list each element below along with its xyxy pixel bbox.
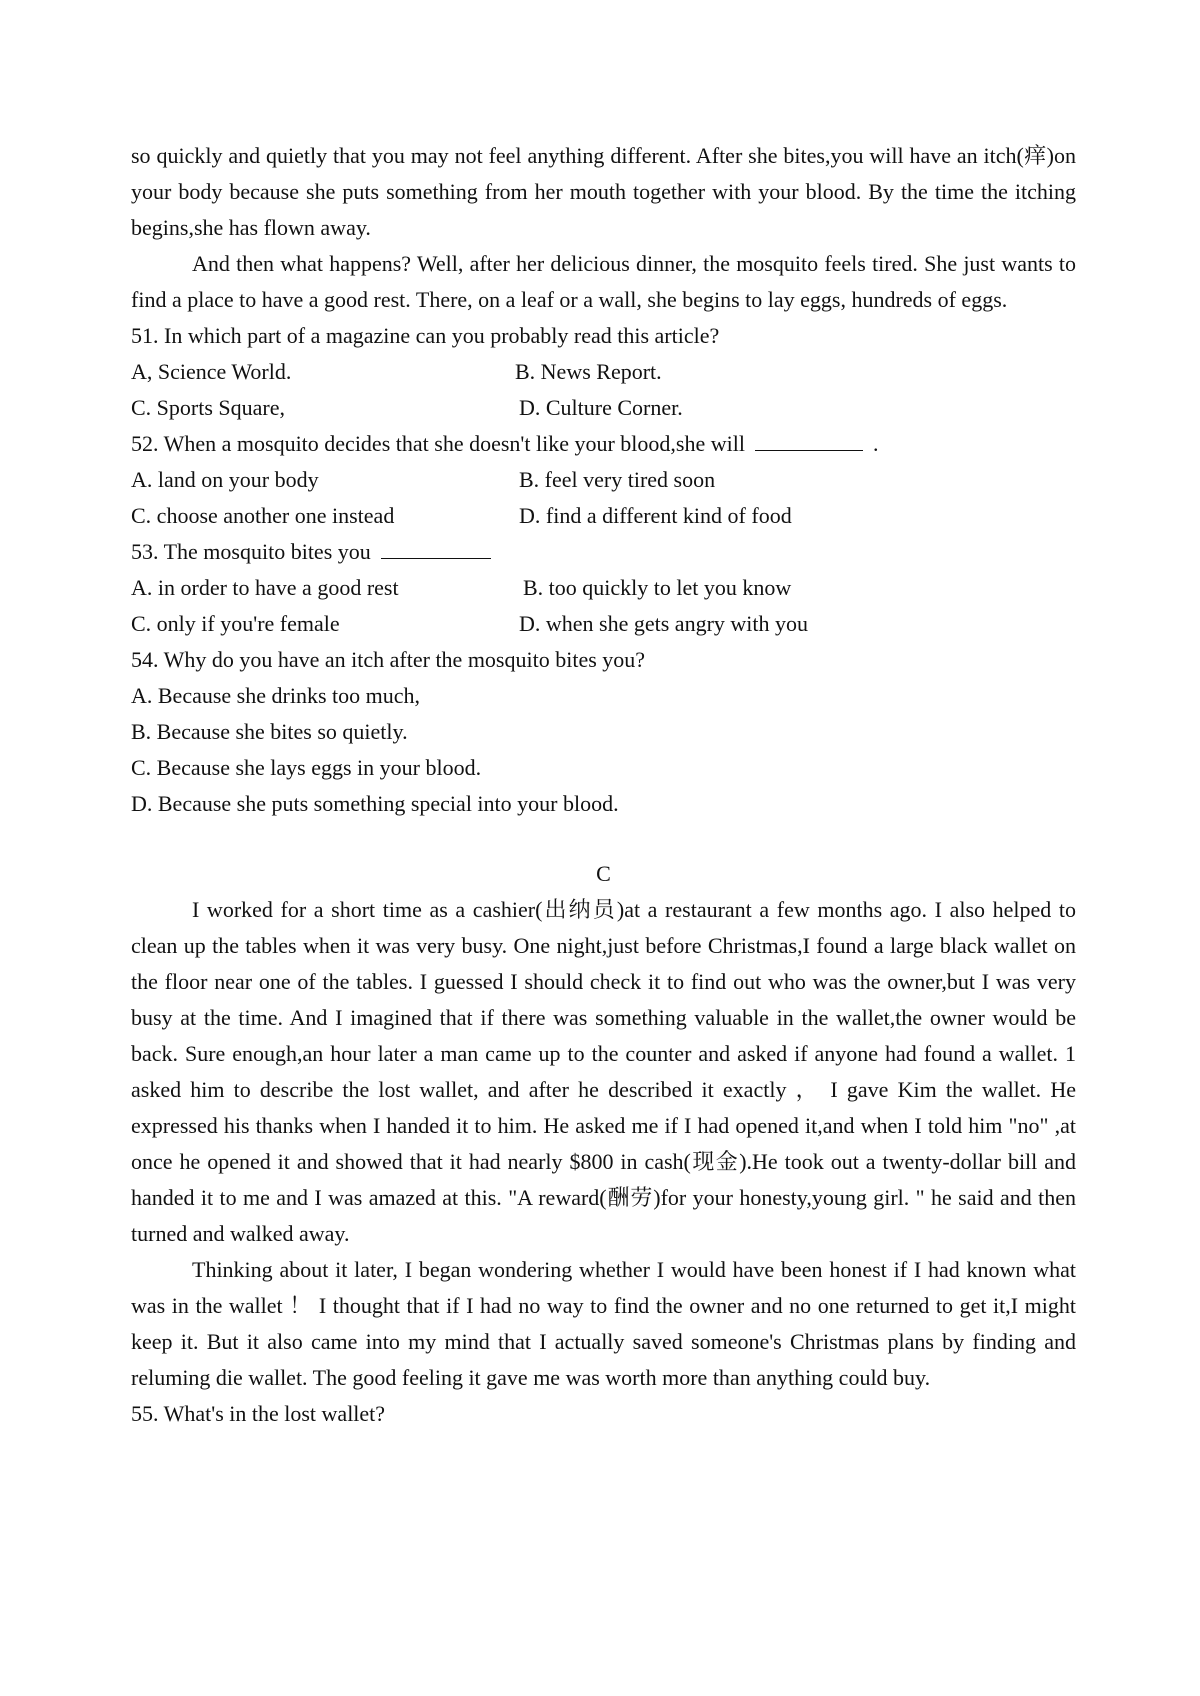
question-52-answer-blank: [755, 428, 863, 451]
passage-b-paragraph-1: so quickly and quietly that you may not feel anything different. After she bites,you will have an itch(痒)on your body because she puts something from her mouth together with your blood. By the time the itching begins,she has flown away.: [131, 143, 1076, 240]
question-51-options-row-2: [131, 390, 1076, 426]
question-52-options-row-2: [131, 498, 1076, 534]
question-53-options-row-2: [131, 606, 1076, 642]
question-53-option-d: D. when she gets angry with you: [519, 611, 809, 636]
question-53-stem: 53. The mosquito bites you: [131, 539, 371, 564]
question-51-option-a: A, Science World.: [131, 359, 292, 384]
question-52-option-c: C. choose another one instead: [131, 503, 395, 528]
question-54-option-b: B. Because she bites so quietly.: [131, 719, 408, 744]
question-54-option-a: A. Because she drinks too much,: [131, 683, 420, 708]
passage-c-title: C: [596, 861, 611, 886]
question-51-option-d: D. Culture Corner.: [519, 395, 683, 420]
question-51-option-b: B. News Report.: [515, 359, 662, 384]
passage-c-paragraph-2: Thinking about it later, I began wondering whether I would have been honest if I had known what was in the wallet ！ I thought that if I had no way to find the owner and no one returned to get it,I might keep it. But it also came into my mind that I actually saved someone's Christmas plans by finding and reluming die wallet. The good feeling it gave me was worth more than anything could buy.: [131, 1257, 1076, 1390]
question-53-option-c: C. only if you're female: [131, 611, 340, 636]
page-content: [131, 138, 1076, 1432]
question-54-stem: 54. Why do you have an itch after the mosquito bites you?: [131, 647, 646, 672]
question-52-stem: 52. When a mosquito decides that she doesn't like your blood,she will: [131, 431, 745, 456]
question-53-options-row-1: [131, 570, 1076, 606]
question-54-option-c: C. Because she lays eggs in your blood.: [131, 755, 482, 780]
question-51-option-c: C. Sports Square,: [131, 395, 285, 420]
question-55-stem: 55. What's in the lost wallet?: [131, 1401, 386, 1426]
question-53-answer-blank: [381, 536, 491, 559]
question-52-option-d: D. find a different kind of food: [519, 503, 792, 528]
passage-c-paragraph-1: I worked for a short time as a cashier(出纳员)at a restaurant a few months ago. I also helped to clean up the tables when it was very busy. One night,just before Christmas,I found a large black wallet on the floor near one of the tables. I guessed I should check it to find out who was the owner,but I was very busy at the time. And I imagined that if there was something valuable in the wallet,the owner would be back. Sure enough,an hour later a man came up to the counter and asked if anyone had found a wallet. 1 asked him to describe the lost wallet, and after he described it exactly ， I gave Kim the wallet. He expressed his thanks when I handed it to him. He asked me if I had opened it,and when I told him "no" ,at once he opened it and showed that it had nearly $800 in cash(现金).He took out a twenty-dollar bill and handed it to me and I was amazed at this. "A reward(酬劳)for your honesty,young girl. " he said and then turned and walked away.: [131, 897, 1076, 1246]
passage-b-paragraph-2: And then what happens? Well, after her delicious dinner, the mosquito feels tired. She just wants to find a place to have a good rest. There, on a leaf or a wall, she begins to lay eggs, hundreds of eggs.: [131, 251, 1076, 312]
question-52-options-row-1: [131, 462, 1076, 498]
question-52-end: .: [872, 431, 879, 456]
question-54-option-d: D. Because she puts something special into your blood.: [131, 791, 619, 816]
question-52-option-a: A. land on your body: [131, 467, 319, 492]
question-52-line: [131, 426, 1076, 462]
question-52-option-b: B. feel very tired soon: [519, 467, 716, 492]
question-53-line: [131, 534, 1076, 570]
question-53-option-b: B. too quickly to let you know: [523, 575, 792, 600]
question-51-stem: 51. In which part of a magazine can you probably read this article?: [131, 323, 720, 348]
question-53-option-a: A. in order to have a good rest: [131, 575, 399, 600]
question-51-options-row-1: [131, 354, 1076, 390]
